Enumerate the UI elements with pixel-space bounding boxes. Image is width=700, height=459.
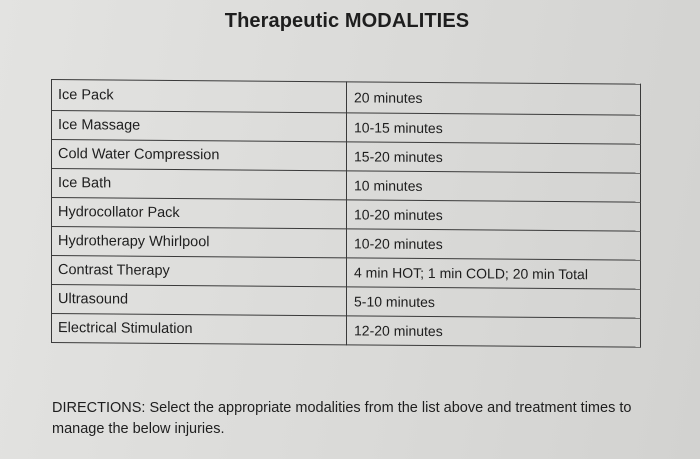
- modalities-table-body: [52, 80, 641, 348]
- time-cell: 4 min HOT; 1 min COLD; 20 min Total: [347, 258, 641, 289]
- modality-cell: Ice Pack: [52, 80, 347, 113]
- modality-cell: Electrical Stimulation: [52, 314, 347, 345]
- time-cell: 15-20 minutes: [347, 142, 641, 173]
- modality-cell: Ultrasound: [52, 285, 347, 316]
- modality-cell: Ice Massage: [52, 111, 347, 142]
- modalities-table: [51, 79, 641, 348]
- time-cell: 10 minutes: [347, 171, 641, 202]
- time-cell: 5-10 minutes: [347, 287, 641, 318]
- modality-cell: Cold Water Compression: [52, 140, 347, 171]
- modality-cell: Hydrocollator Pack: [52, 198, 347, 229]
- table-row: [52, 80, 641, 116]
- time-cell: 20 minutes: [347, 82, 641, 115]
- time-cell: 10-15 minutes: [347, 113, 641, 144]
- table-row: [52, 227, 641, 261]
- table-row: [52, 285, 641, 319]
- modality-cell: Contrast Therapy: [52, 256, 347, 287]
- table-row: [52, 198, 641, 232]
- table-row: [52, 169, 641, 203]
- modality-cell: Hydrotherapy Whirlpool: [52, 227, 347, 258]
- page-title-text: Therapeutic MODALITIES: [224, 10, 470, 32]
- table-row: [52, 111, 641, 145]
- directions-text: DIRECTIONS: Select the appropriate modalities from the list above and treatment times to manage the below injuries.: [52, 400, 632, 437]
- table-row: [52, 140, 641, 174]
- time-cell: 10-20 minutes: [347, 200, 641, 231]
- table-row: [52, 314, 641, 348]
- table-row: [52, 256, 641, 290]
- page-title: [0, 10, 700, 33]
- time-cell: 12-20 minutes: [347, 316, 641, 347]
- time-cell: 10-20 minutes: [347, 229, 641, 260]
- modality-cell: Ice Bath: [52, 169, 347, 200]
